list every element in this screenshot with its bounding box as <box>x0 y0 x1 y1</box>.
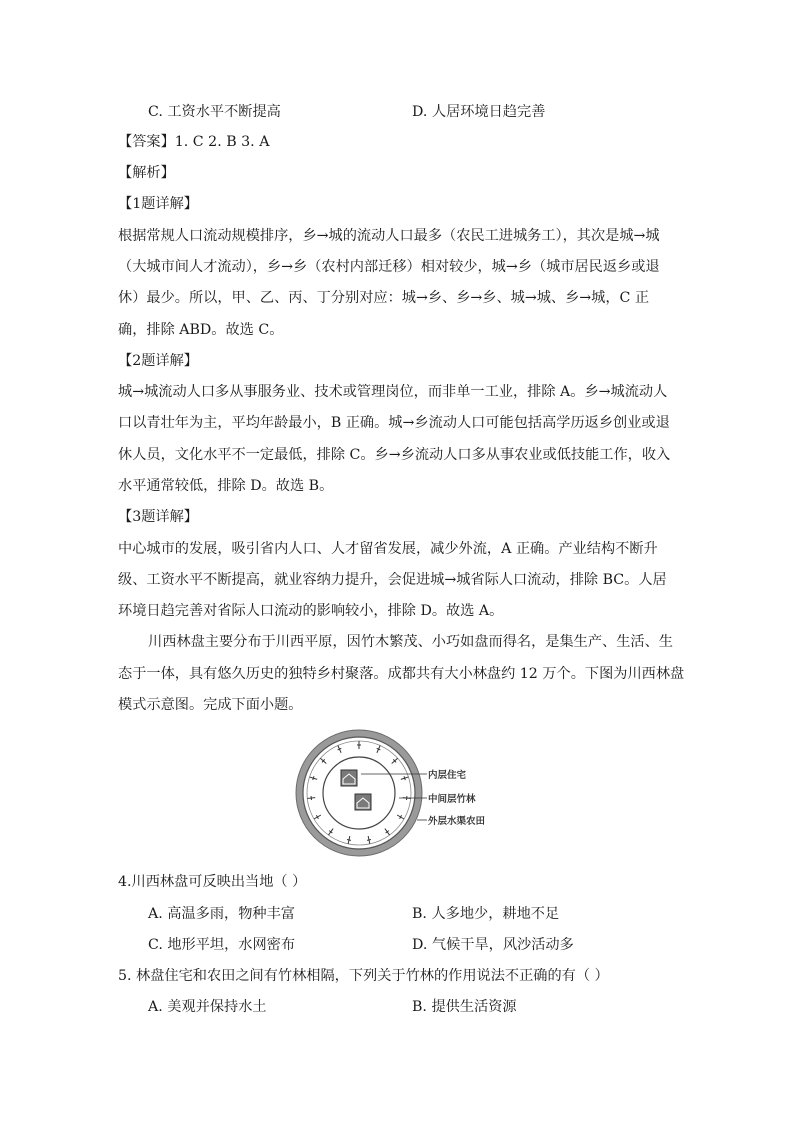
q2-detail-line-1: 城→城流动人口多从事服务业、技术或管理岗位，而非单一工业，排除 A。乡→城流动人 <box>118 384 668 400</box>
q4-option-b: B. 人多地少，耕地不足 <box>412 906 560 922</box>
linpan-diagram <box>295 726 510 860</box>
q1-detail-line-2: （大城市间人才流动），乡→乡（农村内部迁移）相对较少，城→乡（城市居民返乡或退 <box>118 259 660 275</box>
q3-detail-line-1: 中心城市的发展，吸引省内人口、人才留省发展，减少外流，A 正确。产业结构不断升 <box>118 541 658 557</box>
label-outer-fields: 外层水渠农田 <box>428 816 486 827</box>
passage-line-2: 态于一体，具有悠久历史的独特乡村聚落。成都共有大小林盘约 12 万个。下图为川西林盘 <box>118 666 685 682</box>
passage-line-3: 模式示意图。完成下面小题。 <box>118 697 303 713</box>
q3-detail-line-3: 环境日趋完善对省际人口流动的影响较小，排除 D。故选 A。 <box>118 603 504 619</box>
analysis-heading: 【解析】 <box>118 165 175 181</box>
q1-detail-line-3: 休）最少。所以，甲、乙、丙、丁分别对应：城→乡、乡→乡、城→城、乡→城，C 正 <box>118 290 650 306</box>
q3-detail-line-2: 级、工资水平不断提高，就业容纳力提升，会促进城→城省际人口流动，排除 BC。人居 <box>118 572 667 588</box>
q5-option-a: A. 美观并保持水土 <box>148 999 267 1015</box>
q2-detail-line-3: 休人员，文化水平不一定最低，排除 C。乡→乡流动人口多从事农业或低技能工作，收入 <box>118 447 671 463</box>
inner-house-ring <box>323 757 395 829</box>
q5-option-b: B. 提供生活资源 <box>412 999 517 1015</box>
label-middle-bamboo: 中间层竹林 <box>428 794 476 805</box>
q1-detail-line-1: 根据常规人口流动规模排序，乡→城的流动人口最多（农民工进城务工），其次是城→城 <box>118 228 660 244</box>
q4-option-a: A. 高温多雨，物种丰富 <box>148 906 295 922</box>
q2-detail-line-2: 口以青壮年为主，平均年龄最小，B 正确。城→乡流动人口可能包括高学历返乡创业或退 <box>118 415 670 431</box>
q4-option-d: D. 气候干旱，风沙活动多 <box>412 937 574 953</box>
question-5: 5. 林盘住宅和农田之间有竹林相隔，下列关于竹林的作用说法不正确的有（ ） <box>118 968 609 984</box>
q1-detail-heading: 【1题详解】 <box>118 196 198 212</box>
label-inner-housing: 内层住宅 <box>428 770 467 781</box>
passage-line-1: 川西林盘主要分布于川西平原，因竹木繁茂、小巧如盘而得名，是集生产、生活、生 <box>148 634 673 650</box>
question-4: 4.川西林盘可反映出当地（ ） <box>118 874 307 890</box>
option-d-prev: D. 人居环境日趋完善 <box>412 104 546 120</box>
q1-detail-line-4: 确，排除 ABD。故选 C。 <box>118 322 284 338</box>
option-c-prev: C. 工资水平不断提高 <box>148 104 281 120</box>
q4-option-c: C. 地形平坦，水网密布 <box>148 937 296 953</box>
q2-detail-line-4: 水平通常较低，排除 D。故选 B。 <box>118 478 334 494</box>
q3-detail-heading: 【3题详解】 <box>118 509 198 525</box>
answer-line: 【答案】1. C 2. B 3. A <box>118 134 270 150</box>
q2-detail-heading: 【2题详解】 <box>118 353 198 369</box>
